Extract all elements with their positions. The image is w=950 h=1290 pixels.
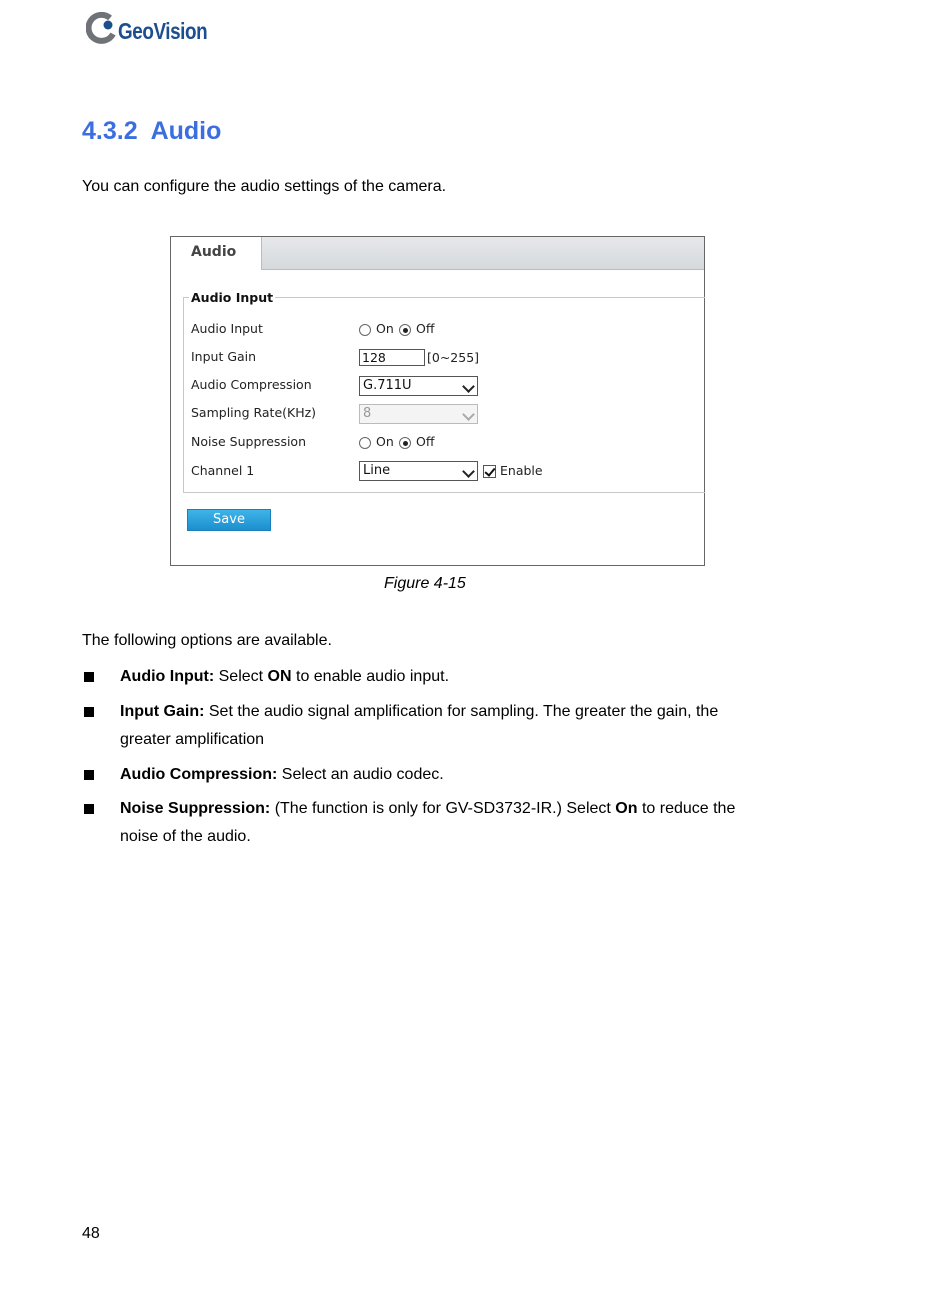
geovision-logo-icon [86, 12, 120, 46]
input-gain-label: Input Gain [191, 349, 257, 364]
tab-audio[interactable]: Audio [171, 237, 262, 270]
option-text: Select [214, 668, 268, 685]
sampling-rate-label: Sampling Rate(KHz) [191, 405, 317, 420]
option-term: Input Gain: [120, 703, 205, 720]
bullet-square-icon [84, 770, 94, 780]
option-noise-suppression [120, 795, 820, 851]
noise-suppression-on-radio[interactable] [359, 437, 371, 449]
bullet-square-icon [84, 672, 94, 682]
option-text: Set the audio signal amplification for sampling. The greater the gain, the [204, 703, 719, 720]
bullet-square-icon [84, 804, 94, 814]
option-emphasis: ON [267, 668, 292, 685]
chevron-down-icon [462, 465, 475, 478]
audio-input-off-radio[interactable] [399, 324, 411, 336]
option-text: to enable audio input. [291, 668, 450, 685]
option-audio-compression [120, 761, 820, 789]
option-input-gain [120, 698, 820, 754]
audio-compression-value: G.711U [363, 378, 412, 393]
group-legend: Audio Input [191, 290, 274, 305]
noise-suppression-on-label: On [376, 434, 394, 449]
section-title: 4.3.2 Audio [82, 117, 222, 145]
channel-label: Channel 1 [191, 463, 255, 478]
option-text: noise of the audio. [120, 828, 251, 845]
input-gain-range: [0~255] [427, 350, 480, 365]
noise-suppression-label: Noise Suppression [191, 434, 306, 449]
channel-enable-checkbox[interactable] [483, 465, 496, 478]
sampling-rate-select [359, 404, 478, 424]
logo-text: GeoVision [118, 18, 208, 44]
audio-input-off-label: Off [416, 321, 435, 336]
audio-input-on-radio[interactable] [359, 324, 371, 336]
noise-suppression-off-radio[interactable] [399, 437, 411, 449]
intro-text: You can configure the audio settings of the camera. [82, 178, 447, 195]
checkmark-icon [484, 465, 495, 477]
page-number: 48 [82, 1225, 100, 1242]
option-emphasis: On [615, 800, 638, 817]
audio-input-label: Audio Input [191, 321, 263, 336]
option-text: Select an audio codec. [277, 766, 444, 783]
channel-value: Line [363, 463, 391, 478]
chevron-down-icon [462, 380, 475, 393]
option-audio-input [120, 663, 820, 691]
noise-suppression-off-label: Off [416, 434, 435, 449]
bullet-square-icon [84, 707, 94, 717]
audio-input-on-label: On [376, 321, 394, 336]
options-intro: The following options are available. [82, 632, 332, 649]
audio-settings-panel [170, 236, 705, 566]
option-text: (The function is only for GV-SD3732-IR.) Select [270, 800, 616, 817]
channel-select[interactable] [359, 461, 478, 481]
option-term: Audio Compression: [120, 766, 278, 783]
option-term: Noise Suppression: [120, 800, 271, 817]
sampling-rate-value: 8 [363, 406, 372, 421]
input-gain-field[interactable]: 128 [359, 349, 425, 366]
save-button[interactable]: Save [187, 509, 271, 531]
audio-compression-label: Audio Compression [191, 377, 312, 392]
option-term: Audio Input: [120, 668, 215, 685]
audio-compression-select[interactable] [359, 376, 478, 396]
figure-caption: Figure 4-15 [384, 575, 466, 592]
chevron-down-icon [462, 408, 475, 421]
option-text: greater amplification [120, 731, 265, 748]
channel-enable-label: Enable [500, 463, 543, 478]
option-text: to reduce the [637, 800, 736, 817]
